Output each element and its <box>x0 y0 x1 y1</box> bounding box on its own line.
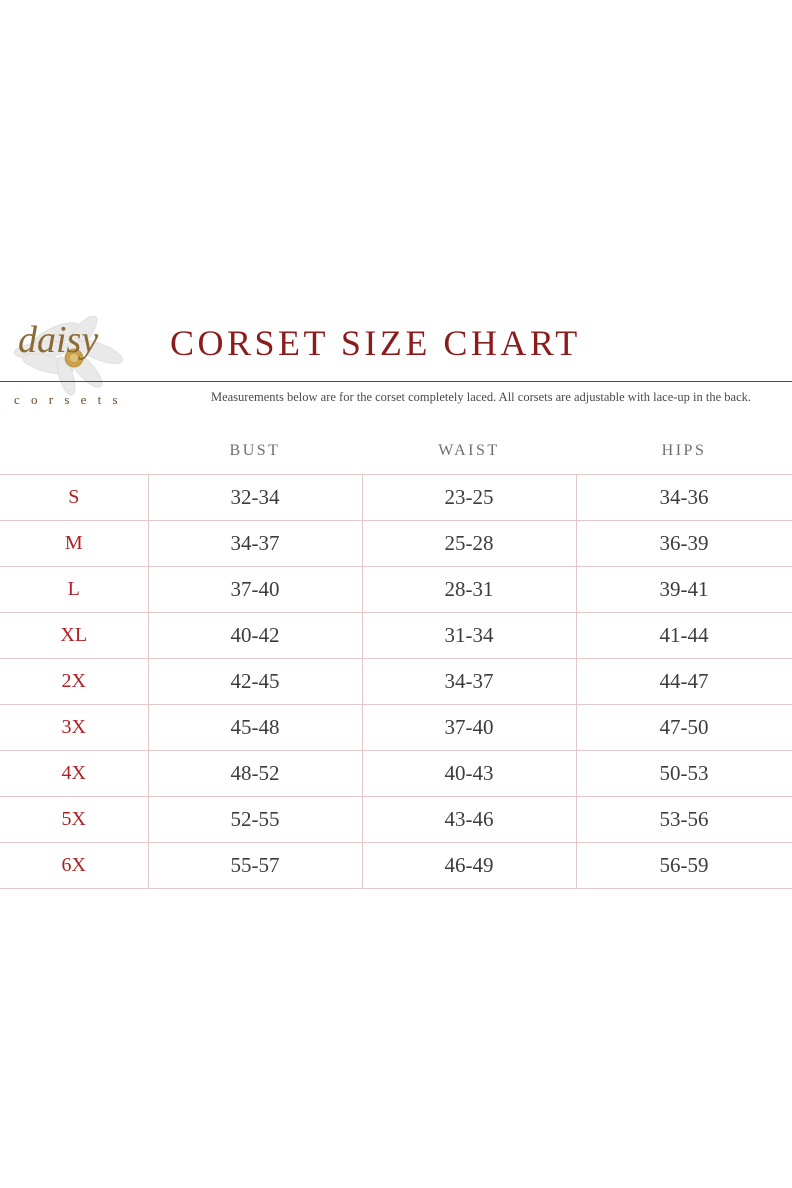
cell-size: 5X <box>0 797 148 843</box>
cell-waist: 23-25 <box>362 475 576 521</box>
cell-waist: 43-46 <box>362 797 576 843</box>
cell-hips: 39-41 <box>576 567 792 613</box>
cell-size: 6X <box>0 843 148 889</box>
cell-hips: 53-56 <box>576 797 792 843</box>
cell-bust: 34-37 <box>148 521 362 567</box>
cell-bust: 52-55 <box>148 797 362 843</box>
cell-size: 3X <box>0 705 148 751</box>
cell-size: 4X <box>0 751 148 797</box>
table-row <box>0 797 792 843</box>
cell-hips: 50-53 <box>576 751 792 797</box>
cell-waist: 25-28 <box>362 521 576 567</box>
column-header-hips: HIPS <box>661 442 707 459</box>
cell-hips: 36-39 <box>576 521 792 567</box>
table-row <box>0 705 792 751</box>
column-header-bust: BUST <box>229 442 281 459</box>
cell-bust: 48-52 <box>148 751 362 797</box>
cell-waist: 28-31 <box>362 567 576 613</box>
column-header-waist: WAIST <box>438 442 500 459</box>
cell-bust: 32-34 <box>148 475 362 521</box>
brand-logo <box>2 304 162 416</box>
brand-name: daisy <box>18 319 99 361</box>
cell-size: M <box>0 521 148 567</box>
table-row <box>0 659 792 705</box>
cell-waist: 37-40 <box>362 705 576 751</box>
table-body <box>0 475 792 889</box>
chart-header <box>0 296 792 426</box>
cell-hips: 56-59 <box>576 843 792 889</box>
table-row <box>0 475 792 521</box>
cell-bust: 42-45 <box>148 659 362 705</box>
cell-bust: 45-48 <box>148 705 362 751</box>
table-row <box>0 521 792 567</box>
table-row <box>0 567 792 613</box>
cell-size: S <box>0 475 148 521</box>
page-title: CORSET SIZE CHART <box>170 323 581 363</box>
table-row <box>0 613 792 659</box>
header-divider <box>0 381 792 382</box>
table-row <box>0 751 792 797</box>
cell-size: XL <box>0 613 148 659</box>
cell-hips: 44-47 <box>576 659 792 705</box>
cell-size: L <box>0 567 148 613</box>
cell-waist: 31-34 <box>362 613 576 659</box>
cell-hips: 47-50 <box>576 705 792 751</box>
cell-bust: 55-57 <box>148 843 362 889</box>
table-row <box>0 843 792 889</box>
cell-waist: 34-37 <box>362 659 576 705</box>
cell-bust: 37-40 <box>148 567 362 613</box>
cell-waist: 46-49 <box>362 843 576 889</box>
cell-hips: 41-44 <box>576 613 792 659</box>
cell-bust: 40-42 <box>148 613 362 659</box>
brand-tagline: c o r s e t s <box>14 392 122 407</box>
cell-hips: 34-36 <box>576 475 792 521</box>
size-chart-table <box>0 428 792 889</box>
cell-waist: 40-43 <box>362 751 576 797</box>
column-header-size <box>0 428 148 475</box>
table-header-row <box>0 428 792 475</box>
header-subtitle: Measurements below are for the corset completely laced. All corsets are adjustable with lace-up in the back. <box>210 390 752 404</box>
cell-size: 2X <box>0 659 148 705</box>
